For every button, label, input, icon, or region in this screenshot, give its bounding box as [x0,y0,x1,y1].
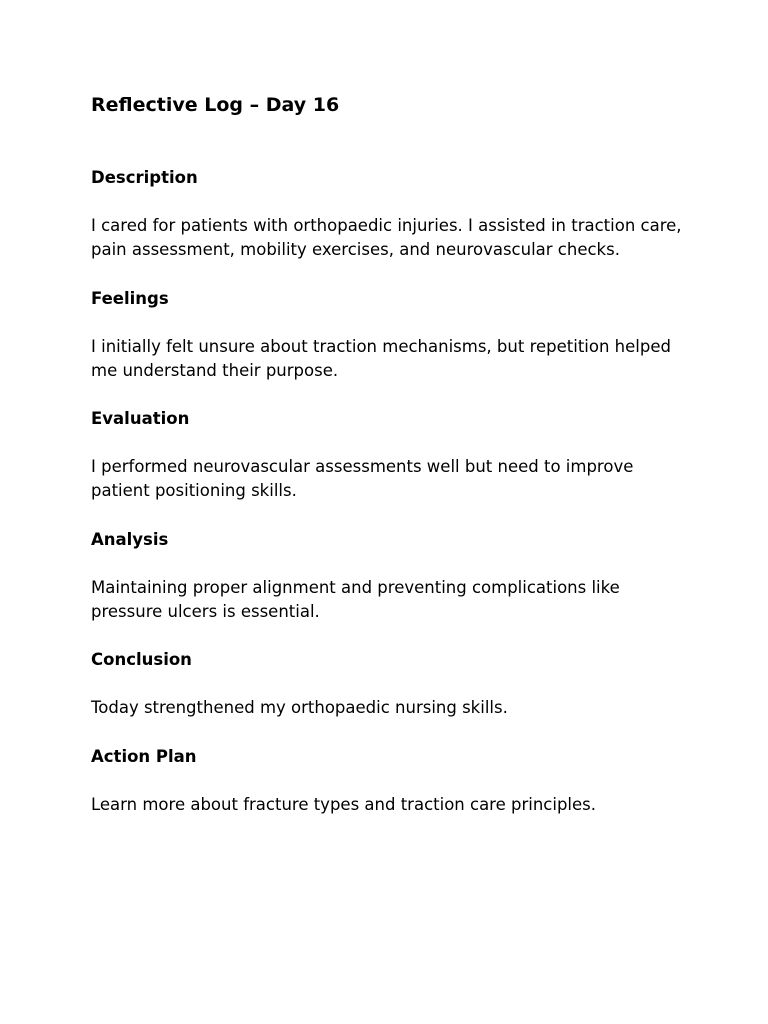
document-page [91,92,691,841]
section-heading: Evaluation [91,409,190,429]
section-description [91,166,691,263]
section-body: I initially felt unsure about traction mechanisms, but repetition helped me understand their purpose. [91,336,671,380]
section-heading: Feelings [91,288,169,308]
section-heading: Conclusion [91,650,192,670]
document-title: Reflective Log – Day 16 [91,94,340,116]
section-heading: Analysis [91,529,169,549]
section-body: Maintaining proper alignment and preventing complications like pressure ulcers is essential. [91,577,620,622]
section-feelings [91,287,691,384]
section-body: I performed neurovascular assessments well but need to improve patient positioning skills. [91,457,634,501]
section-analysis [91,528,691,625]
section-heading: Action Plan [91,746,197,766]
section-conclusion [91,648,691,720]
section-body: Today strengthened my orthopaedic nursing skills. [91,698,508,718]
section-body: I cared for patients with orthopaedic injuries. I assisted in traction care, pain assessment, mobility exercises, and neurovascular checks. [91,216,682,260]
section-body: Learn more about fracture types and traction care principles. [91,794,596,814]
section-action-plan [91,745,691,817]
section-evaluation [91,407,691,504]
section-heading: Description [91,168,198,187]
